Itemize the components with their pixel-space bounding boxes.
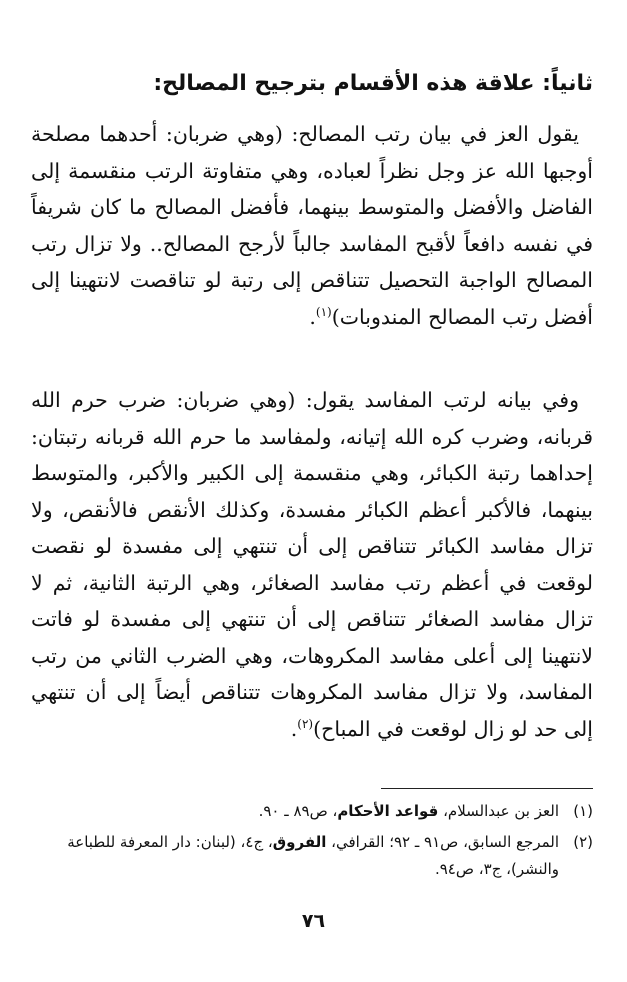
paragraph-harms-end: . [290,716,298,741]
paragraph-benefits [31,116,593,335]
paragraph-benefits-end: . [309,304,316,329]
footnote-separator [381,788,593,789]
footnote-number: (٢) [573,833,593,851]
footnote-ref-1: (١) [315,304,332,319]
paragraph-benefits-text: يقول العز في بيان رتب المصالح: (وهي ضربان: أحدهما مصلحة أوجبها الله عز وجل نظراً لعباده، وهي متفاوتة الرتب منقسمة إلى الفاضل والأفضل والمتوسط بينهما، فأفضل المصالح ما كان شريفاً في نفسه دافعاً لأقبح المفاسد جالباً لأرجح المصالح.. ولا تزال رتب المصالح الواجبة التحصيل تتناقص إلى رتبة لو تناقصت لانتهينا إلى أفضل رتب المصالح المندوبات) [31,122,593,329]
footnote-ref-2: (٢) [297,716,314,731]
footnote-text-post: ، ص٨٩ ـ ٩٠. [258,802,338,820]
footnote-2 [31,829,593,883]
page-number: ٧٦ [301,910,326,932]
footnote-number: (١) [573,802,593,820]
footnote-book-title: قواعد الأحكام [337,802,439,820]
footnotes [31,798,593,887]
footnote-text-pre: العز بن عبدالسلام، [438,802,559,820]
paragraph-harms-text: وفي بيانه لرتب المفاسد يقول: (وهي ضربان: ضرب حرم الله قربانه، وضرب كره الله إتيانه، ولمفاسد ما حرم الله قربانه رتبتان: إحداهما رتبة الكبائر، وهي منقسمة إلى الكبير والأكبر، والمتوسط بينهما، فالأكبر أعظم الكبائر مفسدة، وكذلك الأنقص فالأنقص، ولا تزال مفاسد الكبائر تتناقص إلى أن تنتهي إلى مفسدة لو نقصت لوقعت في أعظم رتب مفاسد الصغائر، وهي الرتبة الثانية، ثم لا تزال مفاسد الصغائر تتناقص إلى أن تنتهي إلى مفسدة لو فاتت لانتهينا إلى أعلى مفاسد المكروهات، وهي الضرب الثاني من رتب المفاسد، ولا تزال مفاسد المكروهات تتناقص أيضاً إلى أن تنتهي إلى حد لو زال لوقعت في المباح) [31,388,593,741]
footnote-1 [31,798,593,825]
footnote-text-post: ، ج٤، (لبنان: دار المعرفة للطباعة والنشر)، ج٣، ص٩٤. [67,833,559,878]
section-heading: ثانياً: علاقة هذه الأقسام بترجيح المصالح: [153,71,593,96]
footnote-book-title: الفروق [272,833,327,851]
paragraph-harms [31,382,593,747]
footnote-text [31,829,559,883]
footnote-text [31,798,559,825]
footnote-text-pre: المرجع السابق، ص٩١ ـ ٩٢؛ القرافي، [326,833,559,851]
